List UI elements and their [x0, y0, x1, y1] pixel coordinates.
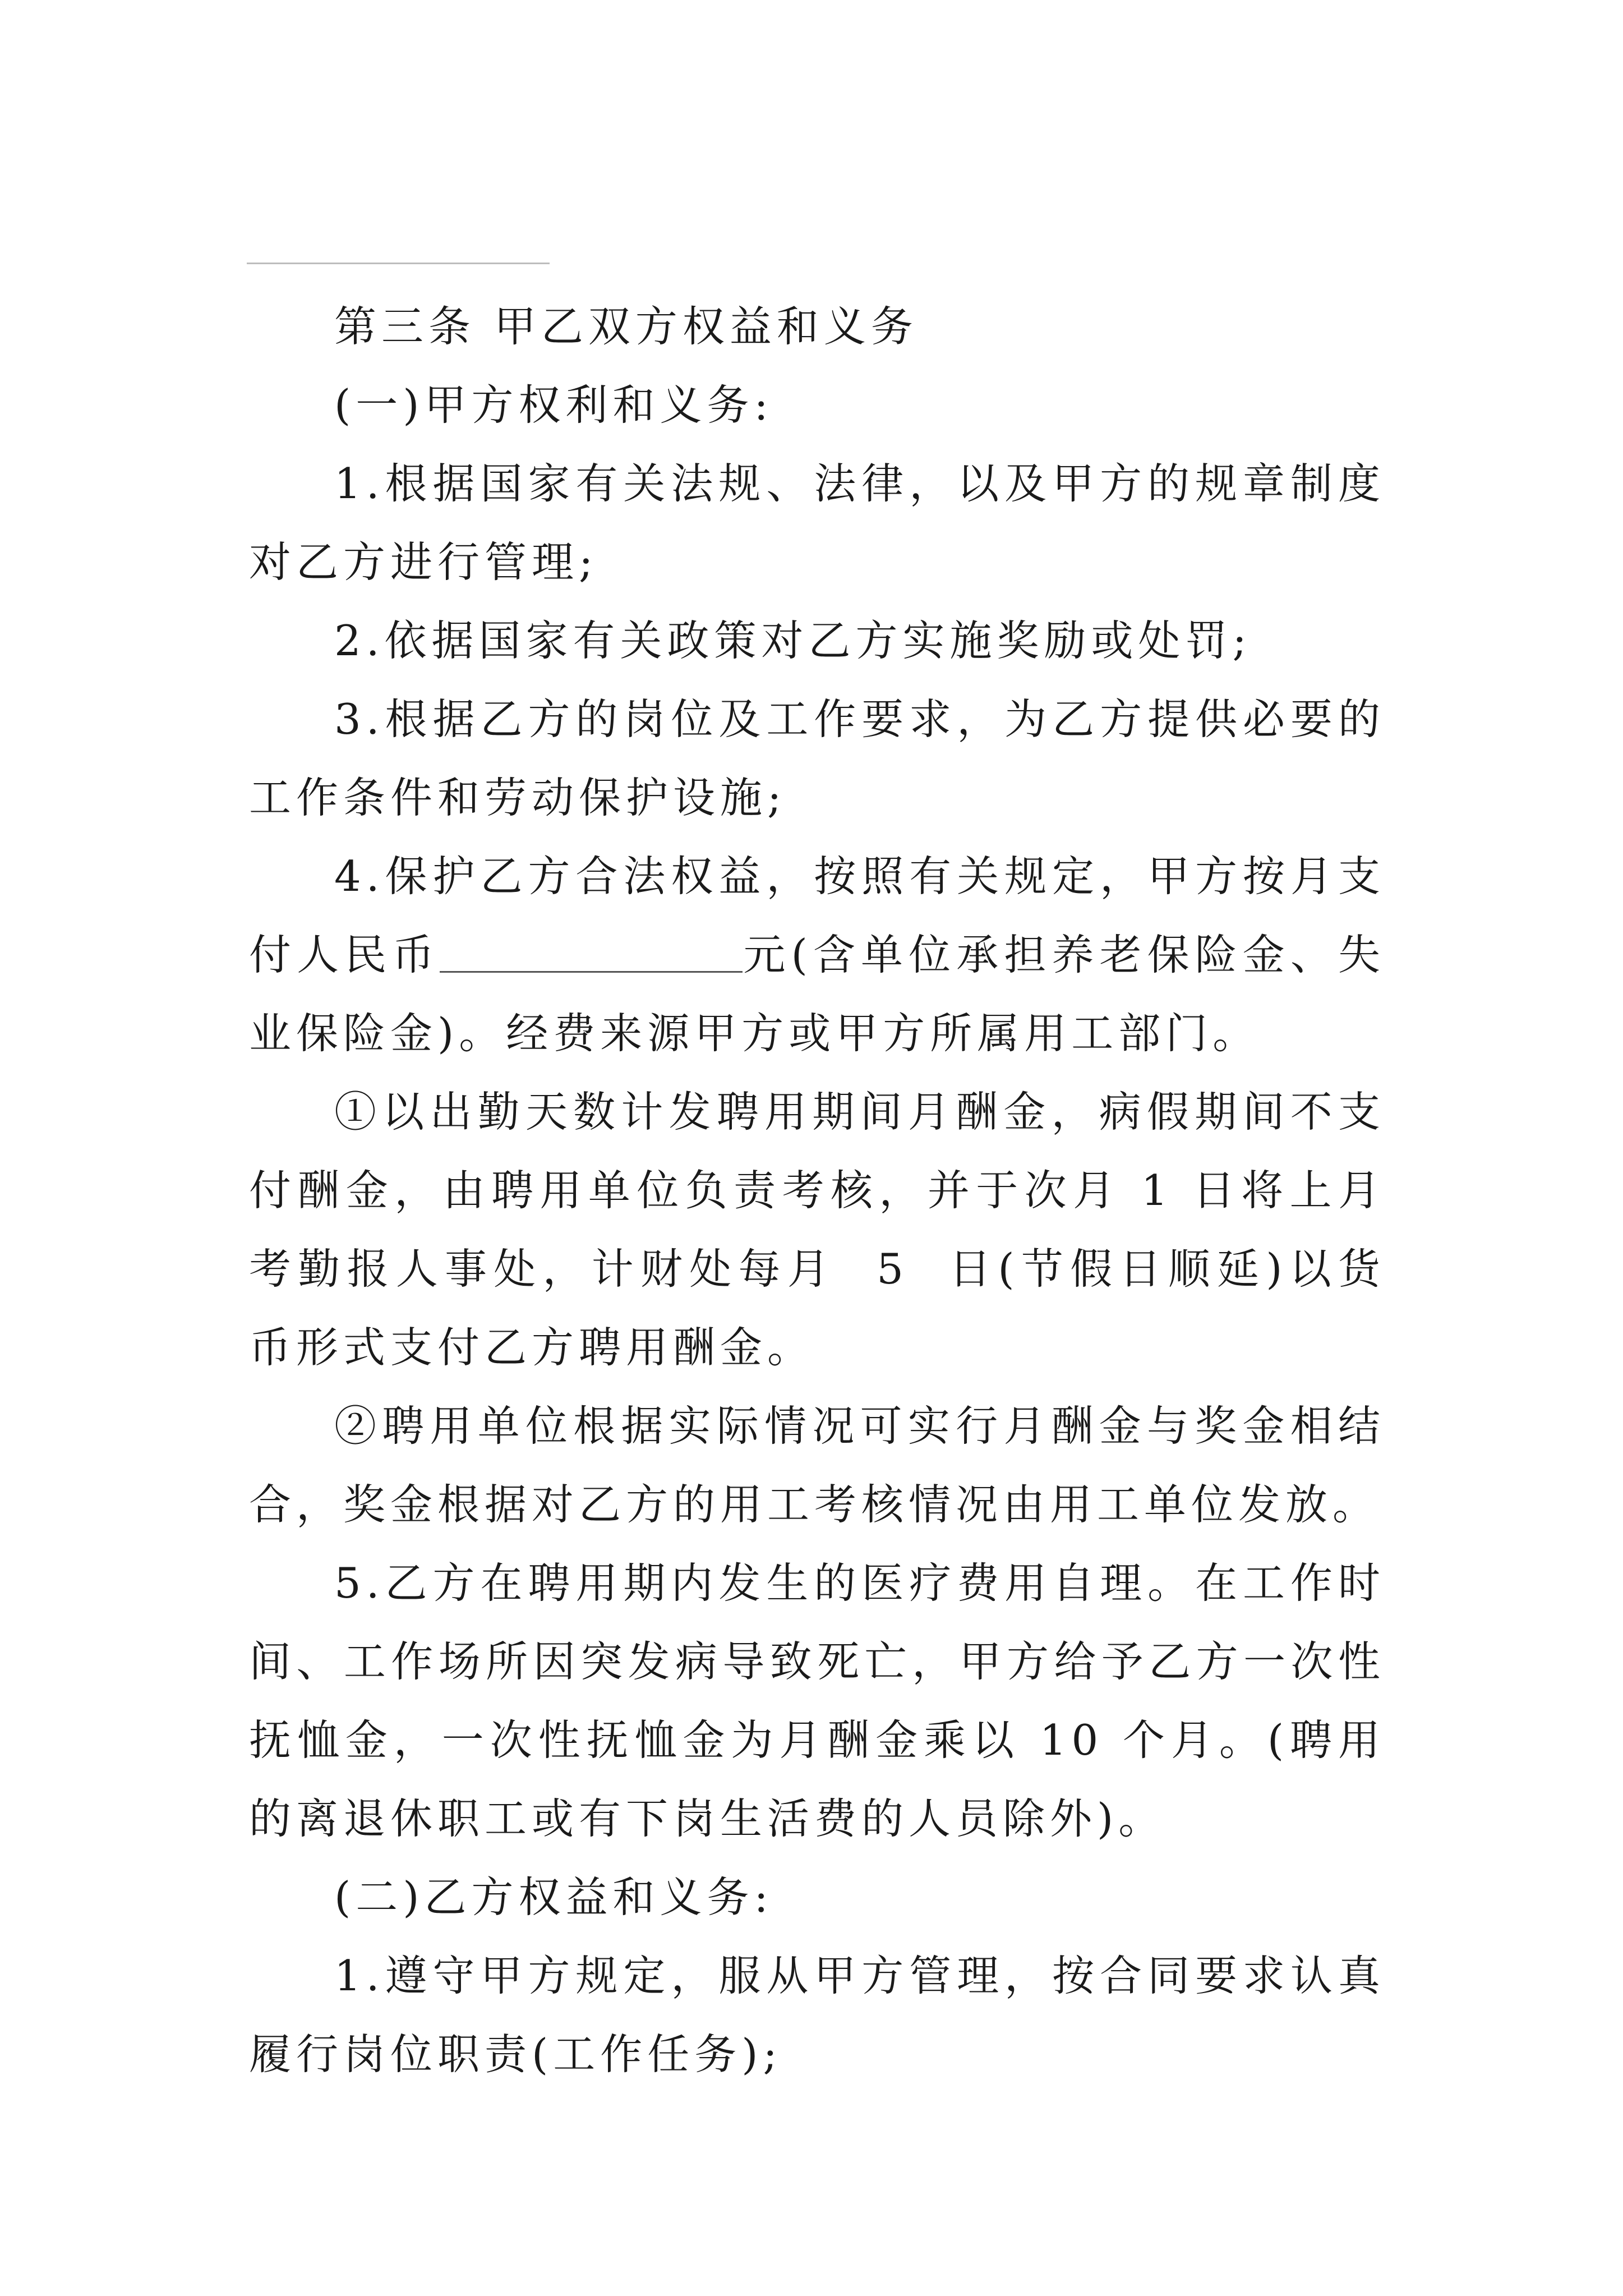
clause-a-1: 1.根据国家有关法规、法律，以及甲方的规章制度对乙方进行管理; — [249, 459, 1385, 587]
clause-a-3: 3.根据乙方的岗位及工作要求，为乙方提供必要的工作条件和劳动保护设施; — [249, 694, 1385, 822]
top-divider — [247, 263, 550, 264]
clause-b-1: 1.遵守甲方规定，服从甲方管理，按合同要求认真履行岗位职责(工作任务); — [249, 1951, 1385, 2079]
clause-a-5: 5.乙方在聘用期内发生的医疗费用自理。在工作时间、工作场所因突发病导致死亡，甲方给予乙方一次性抚恤金，一次性抚恤金为月酬金乘以 10 个月。(聘用的离退休职工或有下岗生活费的人员除外)。 — [249, 1558, 1385, 1843]
section-heading-party-b: (二)乙方权益和义务: — [334, 1872, 773, 1922]
clause-a-4-sub-1: ①以出勤天数计发聘用期间月酬金，病假期间不支付酬金，由聘用单位负责考核，并于次月 1 日将上月考勤报人事处，计财处每月 5 日(节假日顺延)以货币形式支付乙方聘用酬金。 — [249, 1087, 1385, 1372]
document-body — [249, 287, 1385, 2093]
article-title: 第三条 甲乙双方权益和义务 — [334, 302, 918, 351]
amount-blank-field — [440, 932, 743, 973]
clause-a-4-text-after: 元(含单位承担养老保险金、失业保险金)。经费来源甲方或甲方所属用工部门。 — [249, 930, 1385, 1058]
section-heading-party-a: (一)甲方权利和义务: — [334, 380, 773, 430]
clause-a-2: 2.依据国家有关政策对乙方实施奖励或处罚; — [334, 616, 1252, 665]
clause-a-4-text-before: 4.保护乙方合法权益，按照有关规定，甲方按月支付人民币 — [249, 852, 1385, 979]
clause-a-4 — [249, 837, 1385, 1073]
clause-a-4-sub-2: ②聘用单位根据实际情况可实行月酬金与奖金相结合，奖金根据对乙方的用工考核情况由用工单位发放。 — [249, 1401, 1385, 1529]
